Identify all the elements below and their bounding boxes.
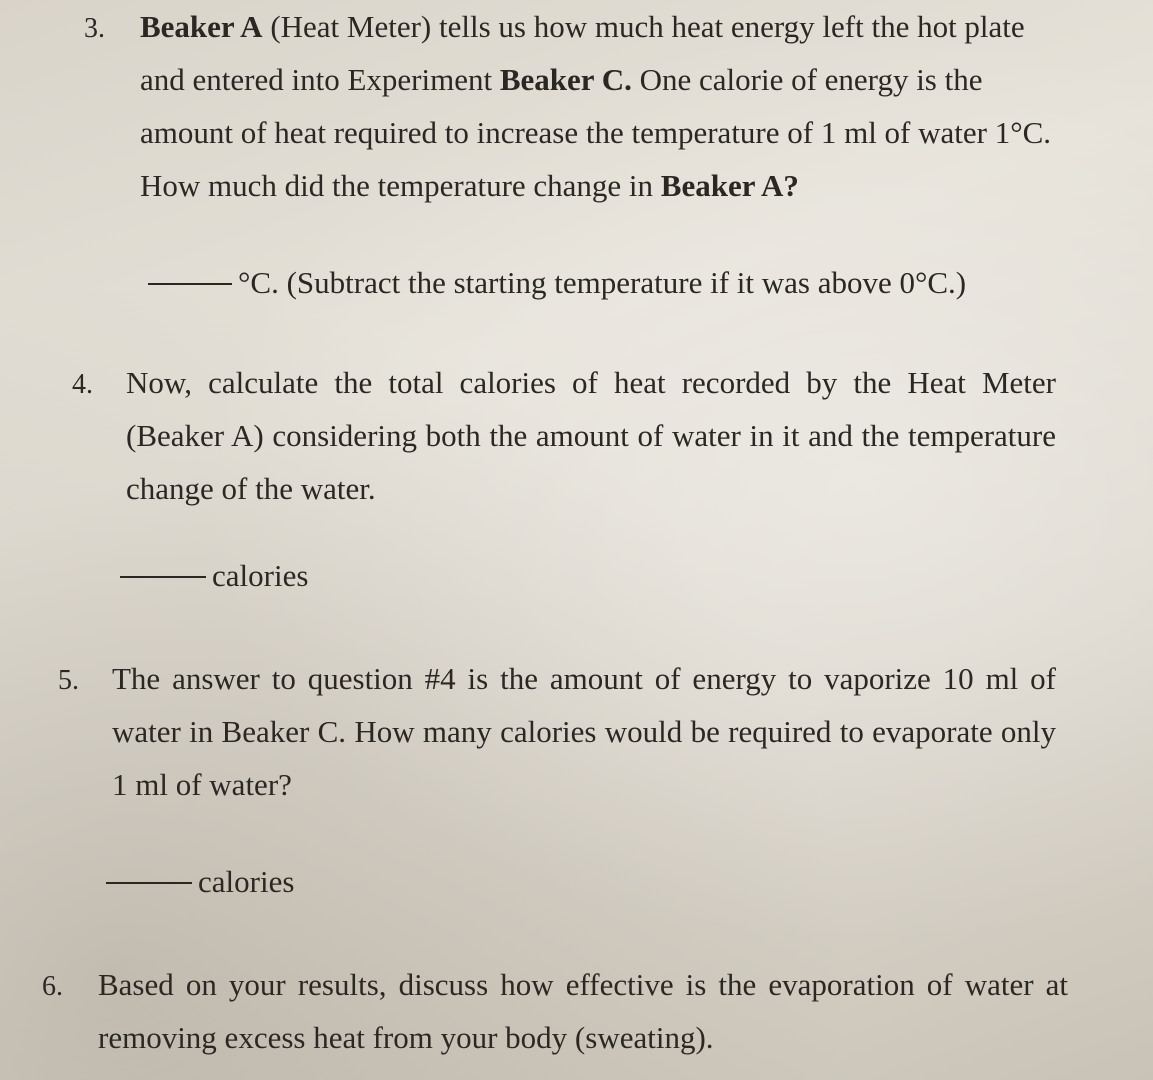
- question-5: [58, 652, 1058, 811]
- question-text: [98, 958, 1068, 1064]
- answer-blank[interactable]: [120, 574, 206, 578]
- answer-line-4: [120, 558, 308, 594]
- answer-blank[interactable]: [106, 880, 192, 884]
- question-text-bold: Beaker A?: [660, 168, 799, 203]
- question-3: [84, 0, 1074, 212]
- answer-blank[interactable]: [148, 281, 232, 285]
- question-text-bold: Beaker A: [140, 9, 263, 44]
- question-number: 6.: [42, 971, 63, 1002]
- question-text-segment: One calorie of energy is the amount of heat required to increase the temperature of 1 ml of water 1°C. How much did the temperature change in: [140, 62, 1052, 203]
- question-text: [126, 356, 1056, 515]
- question-text-segment: The answer to question #4 is the amount of energy to vaporize 10 ml of water in Beaker C. How many calories would be required to evaporate only 1 ml of water?: [112, 661, 1056, 802]
- question-number: 3.: [84, 13, 105, 44]
- question-text-segment: Now, calculate the total calories of heat recorded by the Heat Meter (Beaker A) considering both the amount of water in it and the temperature change of the water.: [126, 365, 1056, 506]
- answer-line-5: [106, 864, 294, 900]
- question-text-segment: (Heat Meter) tells us how much heat energy left the hot plate and entered into Experiment: [140, 9, 1025, 97]
- question-number: 4.: [72, 369, 93, 400]
- question-text-bold: Beaker C.: [499, 62, 632, 97]
- answer-suffix: °C. (Subtract the starting temperature if it was above 0°C.): [238, 265, 967, 300]
- answer-suffix: calories: [198, 864, 295, 899]
- question-4: [72, 356, 1062, 515]
- question-text: [140, 0, 1070, 212]
- answer-suffix: calories: [212, 558, 309, 593]
- question-text-segment: Based on your results, discuss how effective is the evaporation of water at removing excess heat from your body (sweating).: [98, 967, 1068, 1055]
- answer-line-3: [148, 265, 966, 301]
- question-text: [112, 652, 1056, 811]
- question-number: 5.: [58, 665, 79, 696]
- question-6: [42, 958, 1072, 1064]
